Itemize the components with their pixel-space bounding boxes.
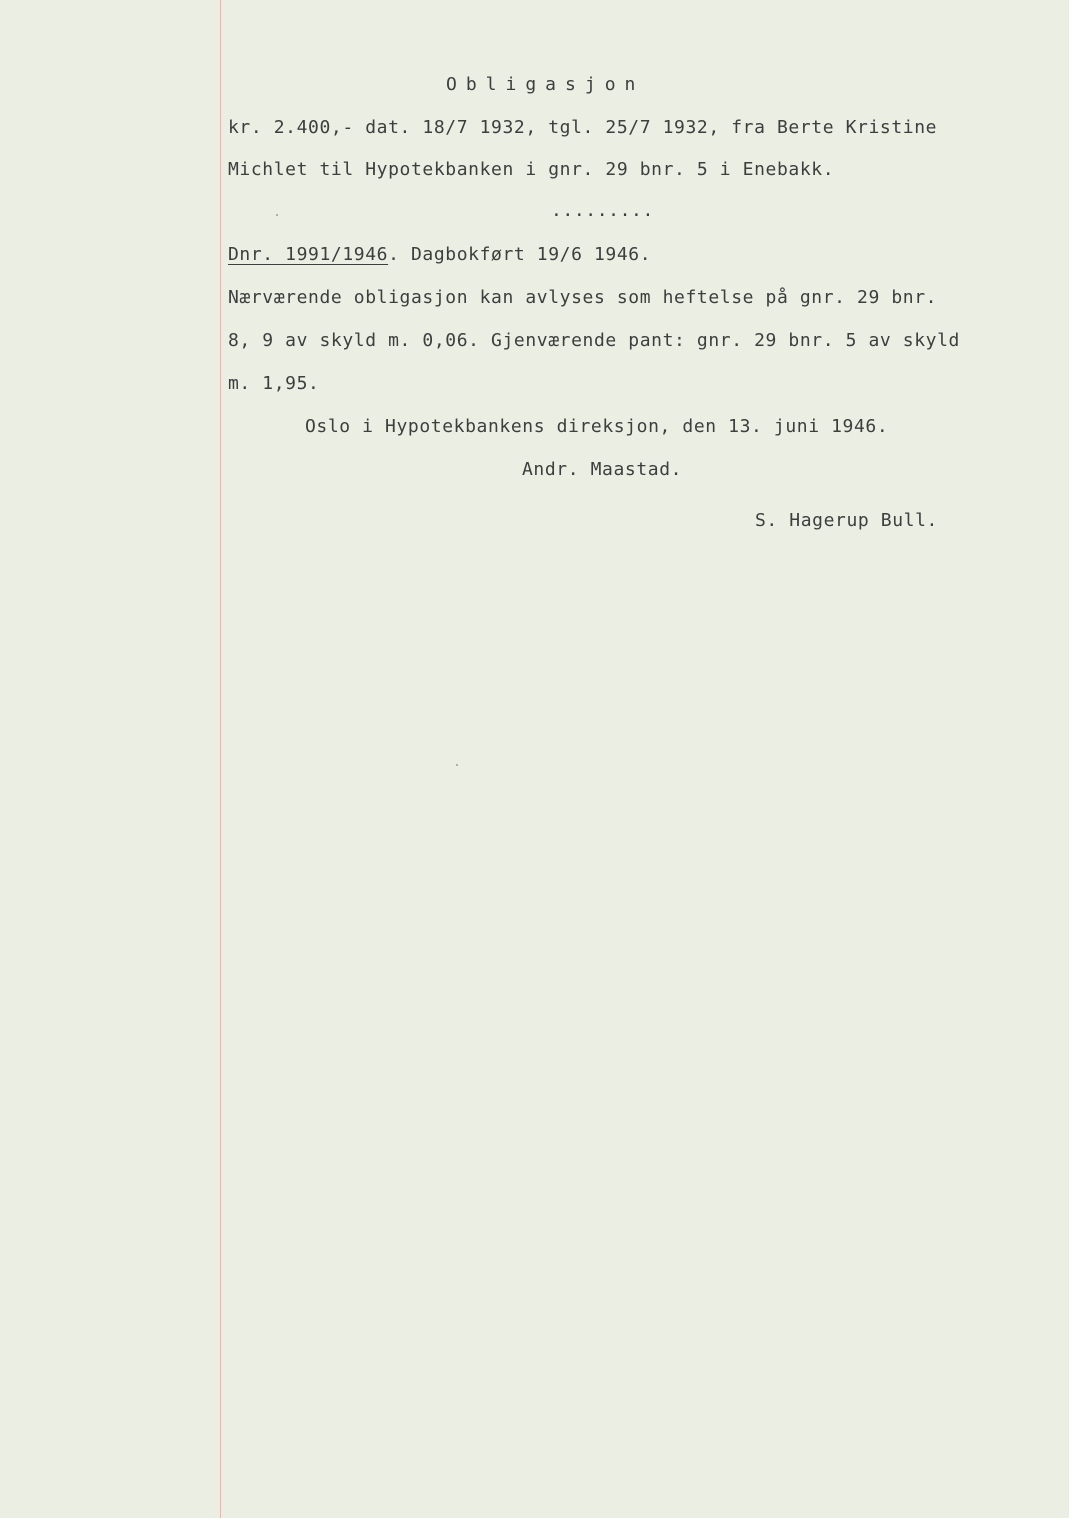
- margin-rule: [220, 0, 221, 1518]
- document-title: Obligasjon: [446, 74, 645, 95]
- signature-1: Andr. Maastad.: [522, 459, 683, 480]
- entry-line: [228, 244, 651, 265]
- dnr-reference: Dnr. 1991/1946: [228, 244, 389, 265]
- paper-speck: [456, 764, 458, 766]
- paper-speck: [276, 214, 278, 216]
- paragraph1-line1: kr. 2.400,- dat. 18/7 1932, tgl. 25/7 1932, fra Berte Kristine: [228, 117, 938, 138]
- signature-2: S. Hagerup Bull.: [755, 510, 938, 531]
- separator-dots: .........: [551, 200, 654, 221]
- paragraph2-line3: m. 1,95.: [228, 373, 320, 394]
- dagbok-date: . Dagbokført 19/6 1946.: [388, 244, 652, 265]
- paragraph1-line2: Michlet til Hypotekbanken i gnr. 29 bnr. 5 i Enebakk.: [228, 159, 835, 180]
- paragraph2-line1: Nærværende obligasjon kan avlyses som heftelse på gnr. 29 bnr.: [228, 287, 938, 308]
- place-date: Oslo i Hypotekbankens direksjon, den 13. juni 1946.: [305, 416, 889, 437]
- paragraph2-line2: 8, 9 av skyld m. 0,06. Gjenværende pant: gnr. 29 bnr. 5 av skyld: [228, 330, 960, 351]
